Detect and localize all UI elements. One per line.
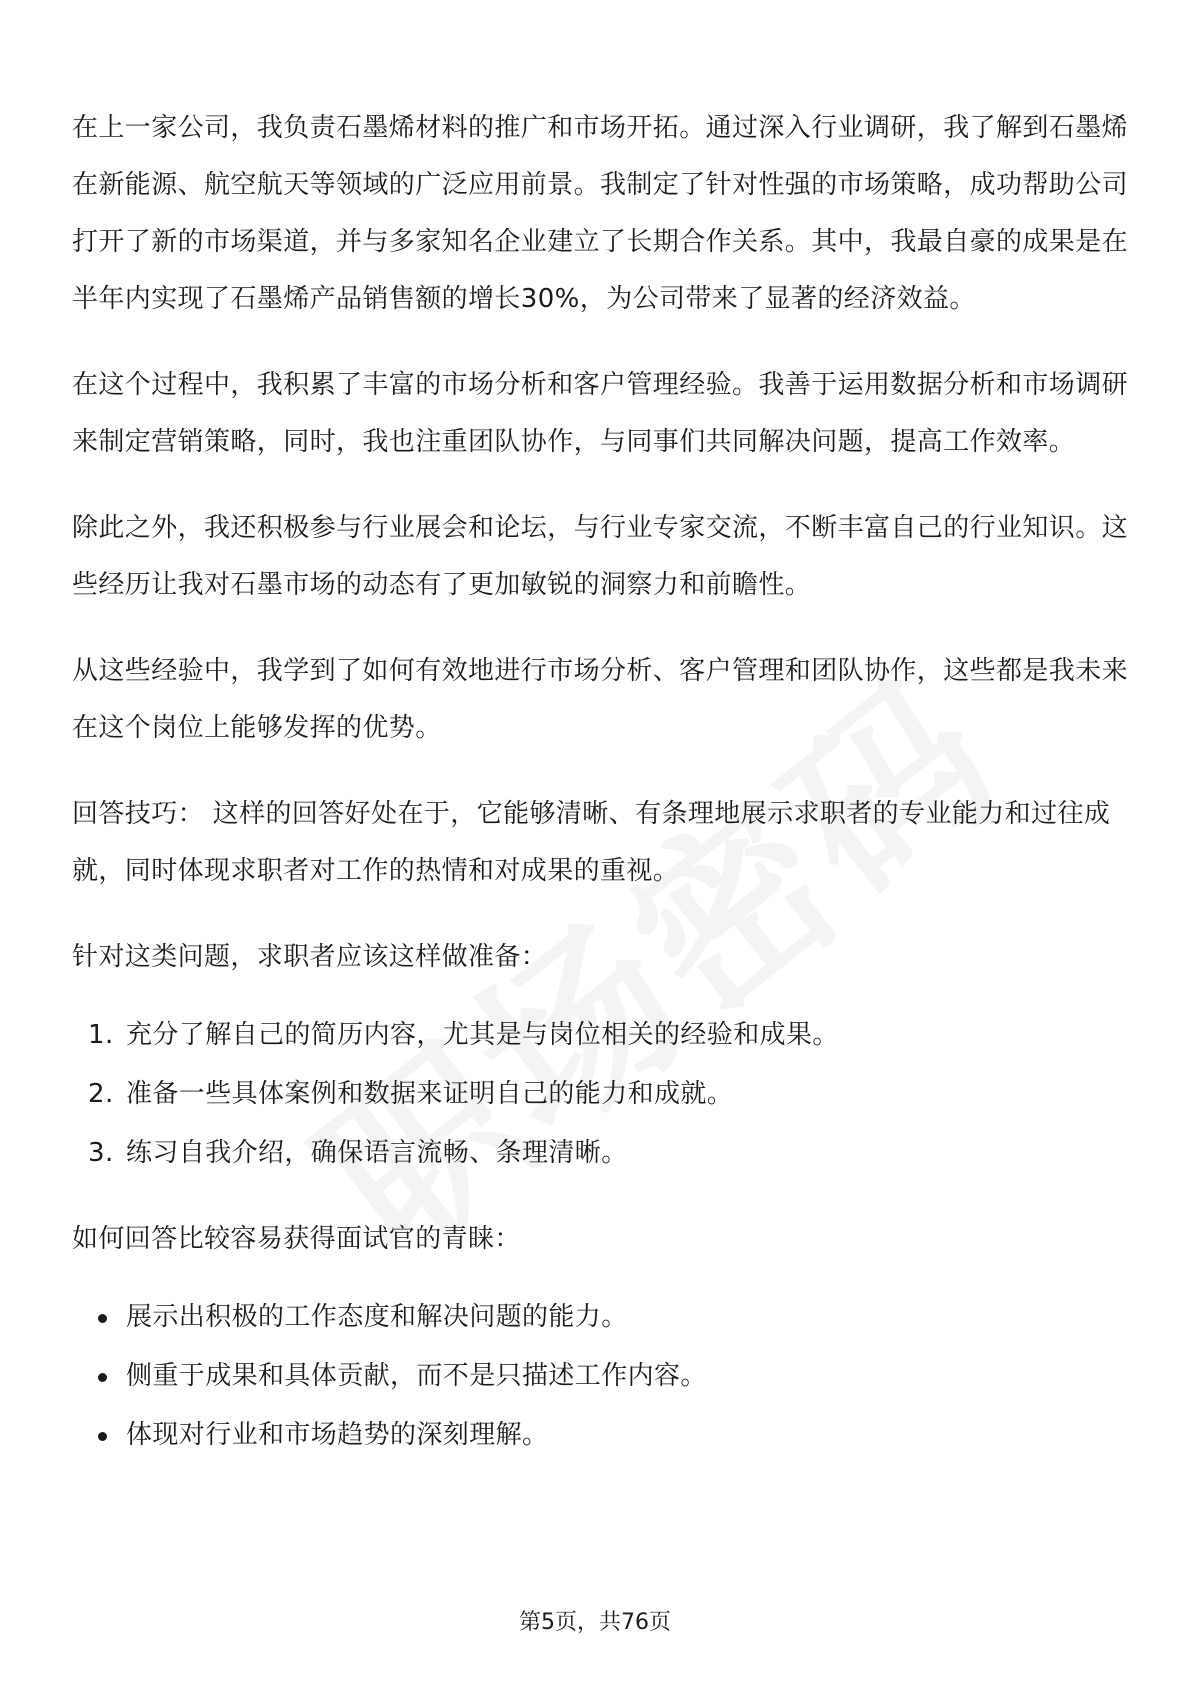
list-item-text: 准备一些具体案例和数据来证明自己的能力和成就。	[126, 1079, 734, 1109]
paragraph-lessons: 从这些经验中，我学到了如何有效地进行市场分析、客户管理和团队协作，这些都是我未来在这个岗位上能够发挥的优势。	[72, 656, 1129, 743]
paragraph-industry: 除此之外，我还积极参与行业展会和论坛，与行业专家交流，不断丰富自己的行业知识。这些经历让我对石墨市场的动态有了更加敏锐的洞察力和前瞻性。	[72, 513, 1129, 600]
list-item-text: 充分了解自己的简历内容，尤其是与岗位相关的经验和成果。	[126, 1020, 839, 1050]
list-item	[72, 1124, 1128, 1183]
tips-list	[72, 1288, 1128, 1465]
paragraph-preparation-heading: 针对这类问题，求职者应该这样做准备：	[72, 942, 548, 972]
list-item	[72, 1065, 1128, 1124]
list-item	[72, 1406, 1128, 1465]
bullet-icon	[98, 1314, 107, 1323]
paragraph-answer-tips: 回答技巧： 这样的回答好处在于，它能够清晰、有条理地展示求职者的专业能力和过往成就，同时体现求职者对工作的热情和对成果的重视。	[72, 799, 1111, 886]
list-item-text: 展示出积极的工作态度和解决问题的能力。	[126, 1302, 628, 1332]
list-item-text: 练习自我介绍，确保语言流畅、条理清晰。	[126, 1138, 628, 1168]
list-item-text: 体现对行业和市场趋势的深刻理解。	[126, 1420, 549, 1450]
paragraph-experience: 在上一家公司，我负责石墨烯材料的推广和市场开拓。通过深入行业调研，我了解到石墨烯在新能源、航空航天等领域的广泛应用前景。我制定了针对性强的市场策略，成功帮助公司打开了新的市场渠道，并与多家知名企业建立了长期合作关系。其中，我最自豪的成果是在半年内实现了石墨烯产品销售额的增长30%，为公司带来了显著的经济效益。	[72, 113, 1129, 314]
list-number: 3.	[88, 1138, 114, 1168]
list-number: 1.	[88, 1020, 114, 1050]
preparation-list	[72, 1006, 1128, 1183]
list-item	[72, 1347, 1128, 1406]
list-item-text: 侧重于成果和具体贡献，而不是只描述工作内容。	[126, 1361, 707, 1391]
bullet-icon	[98, 1373, 107, 1382]
bullet-icon	[98, 1432, 107, 1441]
list-number: 2.	[88, 1079, 114, 1109]
document-page	[72, 100, 1128, 1493]
paragraph-tips-heading: 如何回答比较容易获得面试官的青睐：	[72, 1224, 521, 1254]
page-number: 第5页，共76页	[519, 1610, 671, 1635]
list-item	[72, 1006, 1128, 1065]
paragraph-skills: 在这个过程中，我积累了丰富的市场分析和客户管理经验。我善于运用数据分析和市场调研来制定营销策略，同时，我也注重团队协作，与同事们共同解决问题，提高工作效率。	[72, 370, 1129, 457]
list-item	[72, 1288, 1128, 1347]
